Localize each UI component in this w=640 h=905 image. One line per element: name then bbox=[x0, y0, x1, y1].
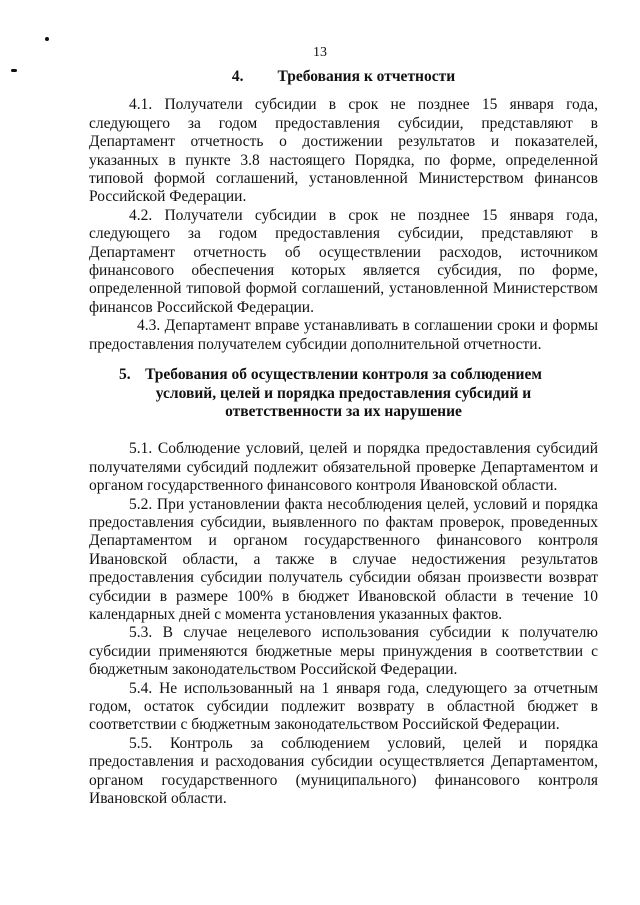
section-5-title-line-3: ответственности за их нарушение bbox=[225, 402, 462, 420]
paragraph-5-4: 5.4. Не использованный на 1 января года, следующего за отчетным годом, остаток субсидии подлежит возврату в областной бюджет в соответствии с бюджетным законодательством Российской Федерации. bbox=[89, 679, 598, 734]
document-body bbox=[89, 68, 598, 808]
paragraph-5-3: 5.3. В случае нецелевого использования субсидии к получателю субсидии применяются бюджетные меры принуждения в соответствии с бюджетным законодательством Российской Федерации. bbox=[89, 624, 598, 679]
scan-speck-dot bbox=[45, 37, 49, 41]
paragraph-4-3: 4.3. Департамент вправе устанавливать в соглашении сроки и формы предоставления получателем субсидии дополнительной отчетности. bbox=[89, 317, 598, 353]
paragraph-4-1: 4.1. Получатели субсидии в срок не позднее 15 января года, следующего за годом предоставления субсидии, представляют в Департамент отчетность о достижении результатов и показателей, указанных в пункте 3.8 настоящего Порядка, по форме, определенной типовой формой соглашений, установленной Министерством финансов Российской Федерации. bbox=[89, 96, 598, 206]
section-spacer bbox=[89, 354, 598, 366]
section-5-heading bbox=[89, 366, 598, 421]
section-4-number: 4. bbox=[231, 68, 244, 85]
page-number: 13 bbox=[313, 45, 327, 60]
paragraph-5-2: 5.2. При установлении факта несоблюдения целей, условий и порядка предоставления субсидии, выявленного по фактам проверок, проведенных Департаментом и органом государственного финансового контроля Ивановской области, а также в случае недостижения результатов предоставления субсидии получатель субсидии обязан произвести возврат субсидии в размере 100% в бюджет Ивановской области в течение 10 календарных дней с момента установления указанных фактов. bbox=[89, 495, 598, 623]
scan-speck-dash bbox=[11, 69, 17, 72]
section-5-number: 5. bbox=[119, 366, 131, 384]
section-5-title-line-2: условий, целей и порядка предоставления субсидий и bbox=[155, 384, 532, 402]
heading-spacer bbox=[89, 430, 598, 440]
paragraph-5-5: 5.5. Контроль за соблюдением условий, целей и порядка предоставления и расходования субсидии осуществляется Департаментом, органом государственного (муниципального) финансового контроля Ивановской области. bbox=[89, 734, 598, 808]
section-4-title: Требования к отчетности bbox=[277, 68, 456, 85]
section-4-heading bbox=[89, 68, 598, 86]
section-5-title-line-1: Требования об осуществлении контроля за соблюдением bbox=[145, 366, 542, 384]
paragraph-5-1: 5.1. Соблюдение условий, целей и порядка предоставления субсидий получателями субсидий подлежит обязательной проверке Департаментом и органом государственного финансового контроля Ивановской области. bbox=[89, 440, 598, 495]
paragraph-4-2: 4.2. Получатели субсидии в срок не позднее 15 января года, следующего за годом предоставления субсидии, представляют в Департамент отчетность об осуществлении расходов, источником финансового обеспечения которых является субсидия, по форме, определенной типовой формой соглашений, установленной Министерством финансов Российской Федерации. bbox=[89, 206, 598, 316]
